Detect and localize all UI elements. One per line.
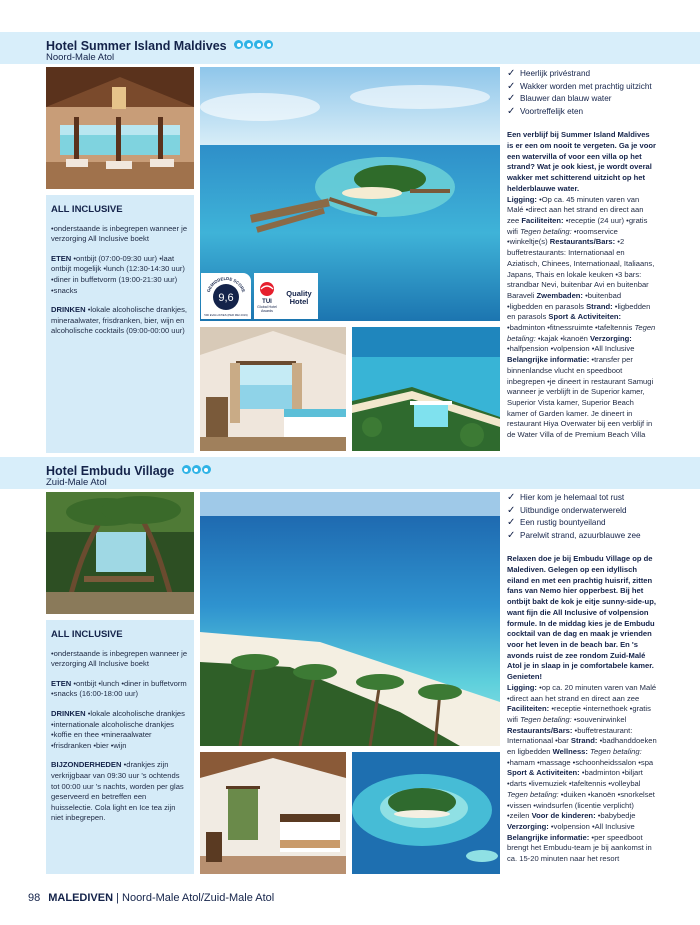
- svg-text:Awards: Awards: [261, 309, 273, 313]
- all-inclusive-intro: •onderstaande is inbegrepen wanneer je verzorging All Inclusive boekt: [51, 648, 188, 669]
- sun-icon: [264, 40, 273, 49]
- hotel1-location: Noord-Male Atol: [46, 52, 115, 63]
- footer-regions: | Noord-Male Atol/Zuid-Male Atol: [113, 892, 275, 904]
- atoll-aerial-photo: [352, 752, 500, 874]
- all-inclusive-eten: ETEN •ontbijt (07:00-09:30 uur) •laat ontbijt mogelijk •lunch (12:30-14:30 uur) •diner in buffetvorm (19:00-21:30 uur) •snacks: [51, 253, 185, 295]
- highlight-item: ✓ Wakker worden met prachtig uitzicht: [507, 81, 657, 94]
- page-footer: [28, 892, 274, 904]
- all-inclusive-eten: ETEN •ontbijt •lunch •diner in buffetvorm •snacks (16:00-18:00 uur): [51, 678, 187, 699]
- all-inclusive-drinken: DRINKEN •lokale alcoholische drankjes •internationale alcoholische drankjes •koffie en thee •mineraalwater •frisdranken •bier •wijn: [51, 708, 185, 750]
- highlight-item: ✓ Blauwer dan blauw water: [507, 93, 657, 106]
- villa-room-photo: [200, 327, 346, 451]
- sun-icon: [182, 465, 191, 474]
- sun-rating-4: [234, 38, 274, 52]
- beach-aerial-photo: [200, 492, 500, 746]
- svg-text:Global Hotel: Global Hotel: [257, 305, 277, 309]
- svg-text:9,6: 9,6: [218, 292, 234, 304]
- hotel2-highlights: [507, 492, 657, 542]
- svg-text:Quality: Quality: [286, 289, 312, 298]
- bungalow-room-photo: [200, 752, 346, 874]
- pool-aerial-photo: [352, 327, 500, 451]
- hotel2-intro: Relaxen doe je bij Embudu Village op de Malediven. Gelegen op een idyllisch eiland en met een prachtig huisrif, zitten fans van Nemo hier opperbest. Bij het ontbijt bakt de kok je eitje sunny-side-up, want fijn die All Inclusive of volpension formule. In de middag kies je de Embudu cocktail van de dag en maak je vrienden voor het leven in de beach bar. En 's avonds ruist de zee rondom Zuid-Malé Atol je in slaap in je comfortabele kamer. Genieten!: [507, 554, 656, 682]
- sun-icon: [192, 465, 201, 474]
- guest-score-badge: [201, 273, 251, 319]
- hotel1-title: Hotel Summer Island Maldives: [46, 38, 274, 53]
- hotel2-location: Zuid-Male Atol: [46, 477, 107, 488]
- highlight-item: ✓ Hier kom je helemaal tot rust: [507, 492, 657, 505]
- hotel1-all-inclusive-box: [46, 195, 194, 453]
- highlight-item: ✓ Uitbundige onderwaterwereld: [507, 505, 657, 518]
- highlight-item: ✓ Voortreffelijk eten: [507, 106, 657, 119]
- all-inclusive-drinken: DRINKEN •lokale alcoholische drankjes, mineraalwater, frisdranken, bier, wijn en alcoholische cocktails (09:00-00:00 uur): [51, 305, 188, 336]
- hotel1-description: [507, 68, 657, 441]
- all-inclusive-title: ALL INCLUSIVE: [51, 204, 123, 215]
- restaurant-photo: [46, 67, 194, 189]
- sun-icon: [234, 40, 243, 49]
- page-number: 98: [28, 892, 41, 904]
- svg-text:Hotel: Hotel: [289, 297, 309, 306]
- quality-hotel-badge: [254, 273, 318, 319]
- all-inclusive-title: ALL INCLUSIVE: [51, 629, 123, 640]
- all-inclusive-bijzonderheden: BIJZONDERHEDEN •drankjes zijn verkrijgbaar van 09:30 uur 's ochtends tot 00:00 uur 's nachts, worden per glas geserveerd en betreffen een huisselectie. Cola light en Ice tea zijn niet inbegrepen.: [51, 760, 184, 823]
- hotel1-details: Ligging: •Op ca. 45 minuten varen van Malé •direct aan het strand en direct aan zee Faciliteiten: •receptie (24 uur) •gratis wifi Tegen betaling: •roomservice •winkeltje(s) Restaurants/Bars: •2 buffetrestaurants: Internationaal en Aziatisch, Chinees, Internationaal, Italiaans, Japans, Thais en lokale keuken •3 bars: strandbar Nevi, buitenbar Avi en buitenbar Baraveli Zwembaden: •buitenbad •ligbedden en parasols Strand: •ligbedden en parasols Sport & Activiteiten: •badminton •fitnessruimte •tafeltennis Tegen betaling: •kajak •kanoën Verzorging: •halfpension •volpension •All Inclusive Belangrijke informatie: •transfer per binnenlandse vlucht en speedboot inbegrepen •je dineert in restaurant Samugi wanneer je verblijft in de Superior kamer, Superior Vista kamer, Superior Beach kamer of Garden kamer. Je dineert in restaurant Hiya Overwater bij een verblijf in de Water Villa of de Premium Beach Villa: [507, 194, 656, 440]
- all-inclusive-intro: •onderstaande is inbegrepen wanneer je verzorging All Inclusive boekt: [51, 223, 188, 244]
- highlight-item: ✓ Een rustig bountyeiland: [507, 517, 657, 530]
- hotel2-details: Ligging: •op ca. 20 minuten varen van Malé •direct aan het strand en direct aan zee Faciliteiten: •receptie •internethoek •gratis wifi Tegen betaling: •souvenirwinkel Restaurants/Bars: •buffetrestaurant: Internationaal •bar Strand: •badhanddoeken en ligbedden Wellness: Tegen betaling: •hamam •massage •schoonheidssalon •spa Sport & Activiteiten: •badminton •biljart •darts •livemuziek •tafeltennis •volleybal Tegen betaling: •duiken •kanoën •snorkelset •vissen •windsurfen (licentie verplicht) •zeilen Voor de kinderen: •babybedje Verzorging: •volpension •All Inclusive Belangrijke informatie: •per speedboot brengt het Embudu-team je bij aankomst in ca. 15-20 minuten naar het resort: [507, 682, 657, 864]
- sun-icon: [244, 40, 253, 49]
- highlight-item: ✓ Parelwit strand, azuurblauwe zee: [507, 530, 657, 543]
- hotel2-description: [507, 492, 657, 865]
- sun-icon: [202, 465, 211, 474]
- hotel2-all-inclusive-box: [46, 620, 194, 874]
- sun-icon: [254, 40, 263, 49]
- hotel2-title: Hotel Embudu Village: [46, 463, 212, 478]
- svg-text:590 EVALUATIES (PER MEI 2019): 590 EVALUATIES (PER MEI 2019): [204, 313, 248, 317]
- svg-text:GEMIDDELDE SCORE: GEMIDDELDE SCORE: [205, 275, 247, 293]
- svg-text:TUI: TUI: [262, 299, 272, 305]
- footer-country: MALEDIVEN: [48, 892, 114, 904]
- garden-photo: [46, 492, 194, 614]
- highlight-item: ✓ Heerlijk privéstrand: [507, 68, 657, 81]
- hotel1-highlights: [507, 68, 657, 118]
- sun-rating-3: [182, 463, 212, 477]
- hotel1-intro: Een verblijf bij Summer Island Maldives is er een om nooit te vergeten. Ga je voor een watervilla of voor een villa op het strand? Wat je ook kiest, je wordt overal wakker met schitterend uitzicht op het helderblauwe water.: [507, 130, 656, 193]
